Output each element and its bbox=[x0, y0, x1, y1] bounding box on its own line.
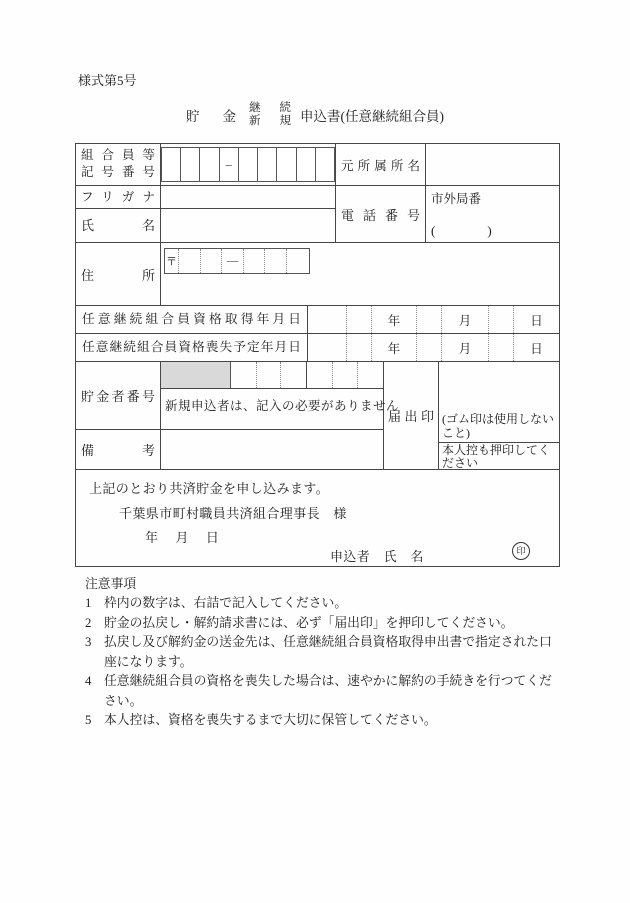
postal-mark: 〒 bbox=[166, 256, 177, 268]
self-copy-note: 本人控も押印してください bbox=[442, 443, 551, 470]
furigana-input-area bbox=[161, 186, 336, 209]
year-label: 年 bbox=[371, 334, 416, 361]
former-office-label: 元所属所名 bbox=[336, 144, 426, 186]
notes-section bbox=[85, 574, 563, 731]
number-box-dash: – bbox=[219, 147, 239, 182]
number-box bbox=[161, 147, 181, 182]
self-copy-note-cell bbox=[439, 443, 559, 469]
note-text: 払戻し及び解約金の送金先は、任意継続組合員資格取得申出書で指定された口座になります。 bbox=[104, 635, 552, 669]
note-item bbox=[85, 633, 563, 672]
date-line: 年 月 日 bbox=[145, 530, 220, 545]
note-item bbox=[85, 614, 563, 634]
name-label: 氏名 bbox=[76, 209, 161, 243]
depositor-number-area bbox=[161, 362, 400, 430]
note-number: 3 bbox=[85, 635, 92, 649]
note-number: 1 bbox=[85, 596, 92, 610]
number-box bbox=[315, 147, 335, 182]
furigana-label: フリガナ bbox=[76, 186, 161, 209]
number-box bbox=[238, 147, 258, 182]
title-part1: 貯 bbox=[186, 109, 200, 124]
title-part2: 金 bbox=[222, 109, 236, 124]
depositor-number-strip bbox=[161, 362, 383, 389]
acquisition-date-fields bbox=[308, 306, 559, 334]
form-number: 様式第5号 bbox=[78, 73, 137, 88]
note-text: 枠内の数字は、右詰で記入してください。 bbox=[104, 596, 348, 610]
notes-heading: 注意事項 bbox=[85, 577, 137, 591]
title-stack bbox=[249, 102, 291, 128]
phone-value-area bbox=[426, 186, 559, 243]
number-box bbox=[199, 147, 219, 182]
loss-date-label: 任意継続組合員資格喪失予定年月日 bbox=[76, 334, 308, 362]
number-box bbox=[296, 147, 316, 182]
address-label: 住所 bbox=[76, 243, 161, 306]
postal-box bbox=[164, 248, 310, 274]
area-code-label: 市外局番 bbox=[431, 192, 482, 206]
declaration-block bbox=[76, 469, 559, 566]
declaration-text: 上記のとおり共済貯金を申し込みます。 bbox=[89, 481, 330, 496]
note-item bbox=[85, 594, 563, 614]
rubber-stamp-note: (ゴム印は使用しないこと) bbox=[442, 412, 554, 440]
note-item bbox=[85, 711, 563, 731]
address-input-area bbox=[161, 243, 559, 306]
note-text: 貯金の払戻し・解約請求書には、必ず「届出印」を押印してください。 bbox=[104, 615, 514, 630]
loss-date-fields bbox=[308, 334, 559, 362]
gray-cell bbox=[161, 362, 231, 388]
note-item bbox=[85, 672, 563, 711]
month-label: 月 bbox=[441, 334, 488, 361]
depositor-number-label: 貯金者番号 bbox=[76, 362, 161, 430]
name-input-area bbox=[161, 209, 336, 243]
postal-dash: — bbox=[221, 249, 243, 273]
form-title bbox=[0, 99, 630, 131]
member-number-boxes bbox=[161, 144, 336, 186]
number-box bbox=[257, 147, 277, 182]
phone-paren: ( ) bbox=[431, 223, 492, 238]
note-number: 5 bbox=[85, 713, 92, 727]
applicant-name-label: 申込者 氏 名 bbox=[330, 549, 424, 564]
new-applicant-note: 新規申込者は、記入の必要がありません bbox=[165, 399, 400, 413]
addressee-text: 千葉県市町村職員共済組合理事長 様 bbox=[119, 506, 347, 521]
title-part3: 申込書(任意継続組合員) bbox=[300, 109, 444, 124]
title-stack-bottom: 新規 bbox=[249, 115, 291, 127]
former-office-value bbox=[426, 144, 559, 186]
number-box bbox=[180, 147, 200, 182]
day-label: 日 bbox=[513, 334, 559, 361]
note-number: 4 bbox=[85, 674, 92, 688]
note-number: 2 bbox=[85, 615, 92, 630]
member-number-label: 組合員等 記号番号 bbox=[76, 144, 161, 186]
month-label: 月 bbox=[441, 306, 488, 333]
acquisition-date-label: 任意継続組合員資格取得年月日 bbox=[76, 306, 308, 334]
day-label: 日 bbox=[513, 306, 559, 333]
form-table bbox=[75, 143, 560, 567]
seal-circle: 印 bbox=[512, 542, 530, 560]
phone-label: 電話番号 bbox=[336, 186, 426, 243]
title-stack-top: 継続 bbox=[249, 102, 291, 114]
number-box bbox=[276, 147, 296, 182]
note-text: 本人控は、資格を喪失するまで大切に保管してください。 bbox=[104, 713, 437, 727]
rubber-stamp-note-cell bbox=[439, 362, 559, 443]
seal-column-label: 届出印 bbox=[384, 362, 439, 469]
remarks-label: 備考 bbox=[76, 430, 161, 469]
remarks-input-area bbox=[161, 430, 384, 469]
year-label: 年 bbox=[371, 306, 416, 333]
note-text: 任意継続組合員の資格を喪失した場合は、速やかに解約の手続きを行つてください。 bbox=[104, 674, 552, 708]
